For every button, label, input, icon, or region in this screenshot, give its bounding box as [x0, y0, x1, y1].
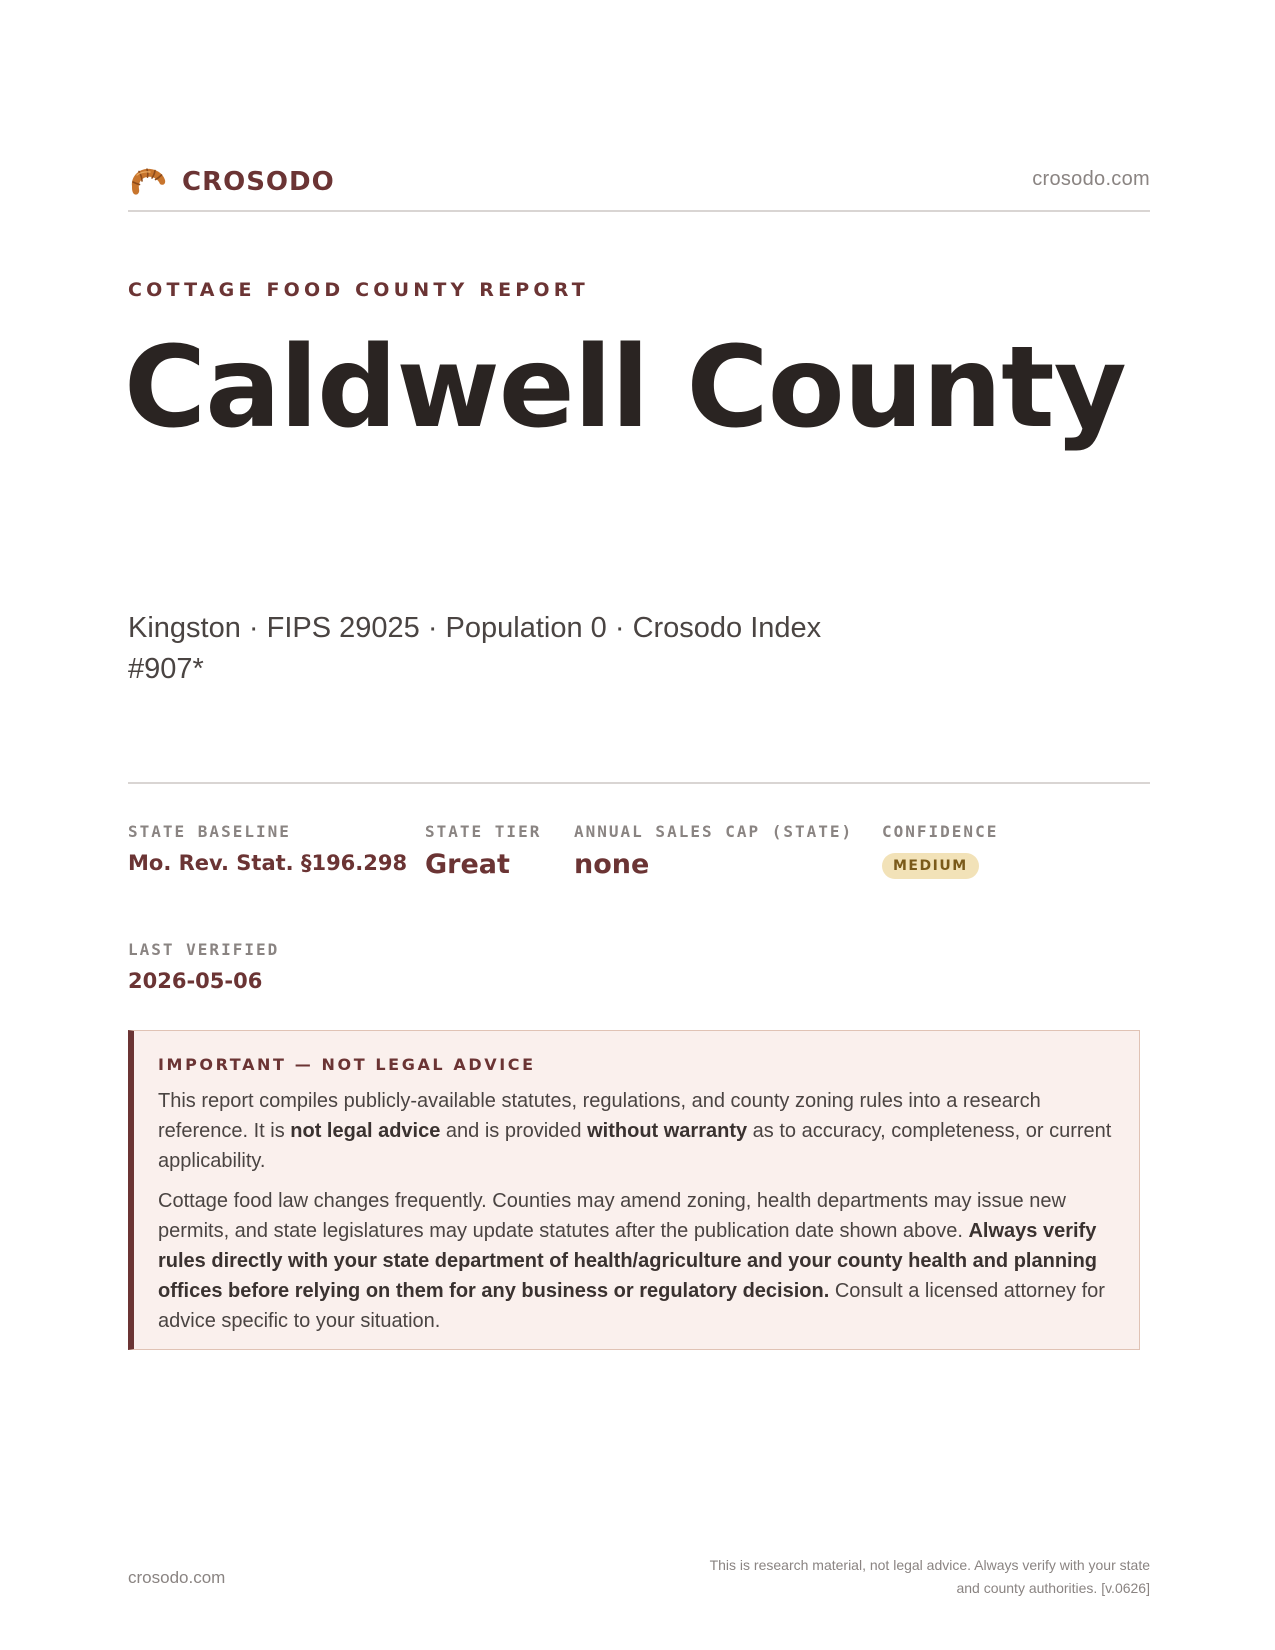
stat-last-verified [128, 940, 279, 993]
notice-emphasis: without warranty [587, 1120, 748, 1142]
croissant-icon [128, 162, 168, 202]
page-header [128, 158, 1150, 212]
footer-disclaimer [630, 1554, 1150, 1600]
notice-text: This report compiles publicly-available statutes, regulations, and county zoning rules into a research reference. It is [158, 1090, 1041, 1142]
legal-notice [128, 1030, 1140, 1350]
stat-value: none [574, 849, 650, 880]
stat-value: Great [425, 849, 510, 880]
stat-label: LAST VERIFIED [128, 940, 280, 959]
brand[interactable] [128, 162, 335, 202]
footer-url[interactable]: crosodo.com [128, 1568, 226, 1587]
stat-label: CONFIDENCE [882, 822, 999, 841]
stat-annual-sales-cap [574, 822, 853, 880]
confidence-badge: MEDIUM [882, 853, 979, 879]
stat-value: Mo. Rev. Stat. §196.298 [128, 851, 408, 875]
stat-value: 2026-05-06 [128, 969, 263, 993]
notice-text: Cottage food law changes frequently. Counties may amend zoning, health departments may issue new permits, and state legislatures may update statutes after the publication date shown above. [158, 1190, 1066, 1242]
report-page [124, 0, 1150, 1650]
footer-disclaimer-line: This is research material, not legal advice. Always verify with your state [709, 1557, 1150, 1573]
stat-state-tier [425, 822, 541, 880]
stat-label: STATE TIER [425, 822, 542, 841]
notice-emphasis: Always verify rules directly with your state department of health/agriculture and your county health and planning offices before relying on them for any business or regulatory decision. [158, 1220, 1098, 1302]
notice-paragraph [158, 1186, 1113, 1336]
stat-state-baseline [128, 822, 407, 875]
header-url[interactable]: crosodo.com [1032, 168, 1150, 190]
stat-label: STATE BASELINE [128, 822, 291, 841]
page-title: Caldwell County [124, 323, 1126, 453]
stat-label: ANNUAL SALES CAP (STATE) [574, 822, 854, 841]
report-eyebrow: COTTAGE FOOD COUNTY REPORT [128, 279, 589, 301]
section-divider [128, 782, 1150, 784]
notice-text: as to accuracy, completeness, or current applicability. [158, 1120, 1112, 1172]
brand-name: CROSODO [182, 167, 335, 197]
stat-confidence [882, 822, 998, 879]
county-subtitle: Kingston · FIPS 29025 · Population 0 · Crosodo Index #907* [128, 612, 822, 685]
notice-text: and is provided [440, 1120, 588, 1142]
notice-emphasis: not legal advice [290, 1120, 441, 1142]
footer-disclaimer-line: and county authorities. [v.0626] [956, 1580, 1150, 1596]
notice-paragraph [158, 1086, 1113, 1176]
notice-text: Consult a licensed attorney for advice specific to your situation. [158, 1280, 1105, 1332]
notice-heading: IMPORTANT — NOT LEGAL ADVICE [158, 1055, 536, 1074]
